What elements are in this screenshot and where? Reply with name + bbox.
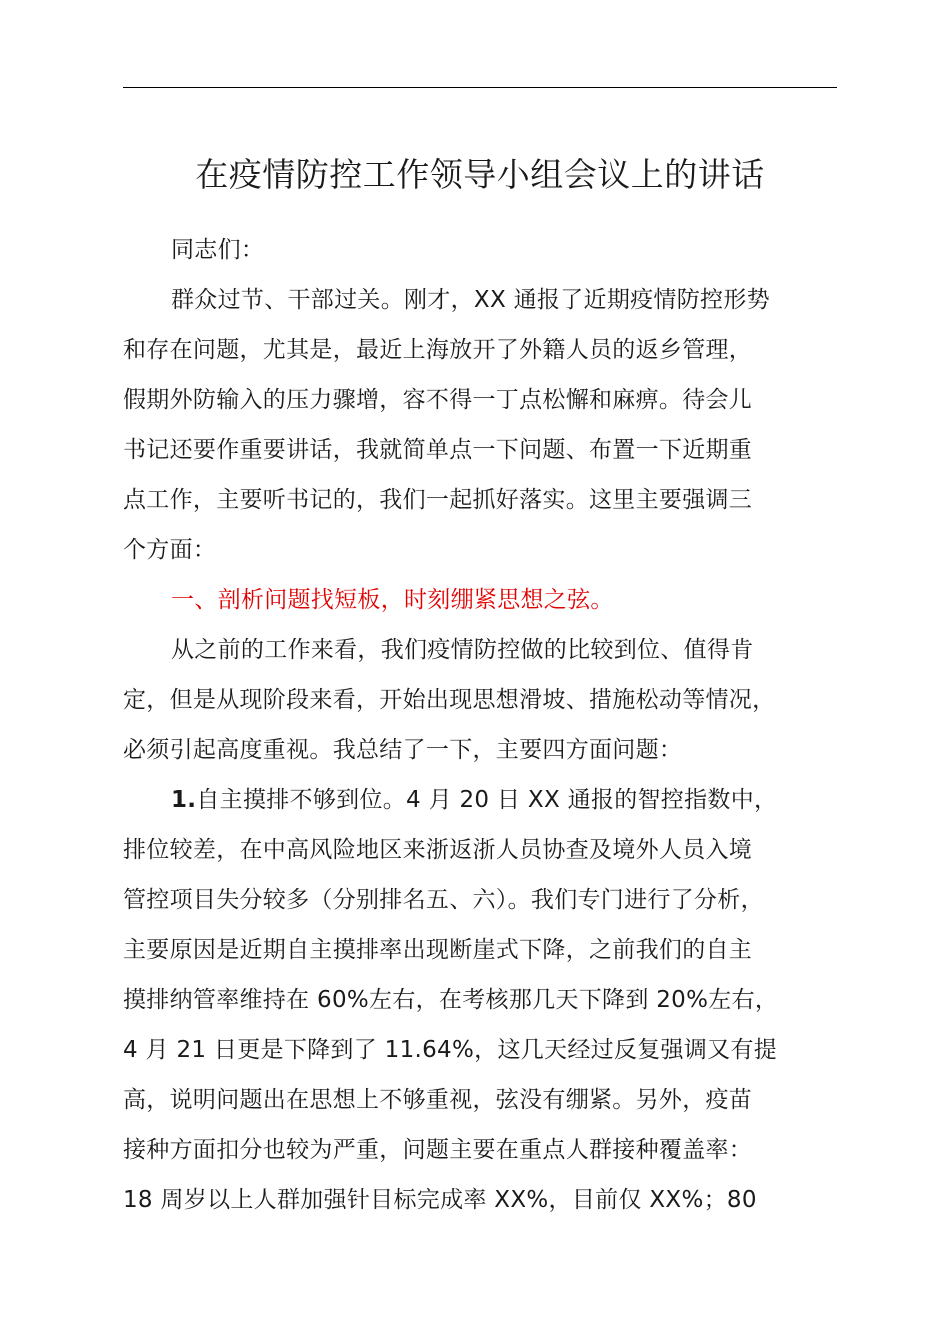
paragraph-line: 4 月 21 日更是下降到了 11.64%，这几天经过反复强调又有提	[123, 1037, 778, 1063]
paragraph-line: 点工作，主要听书记的，我们一起抓好落实。这里主要强调三	[123, 487, 753, 513]
paragraph-line: 和存在问题，尤其是，最近上海放开了外籍人员的返乡管理，	[123, 337, 753, 363]
paragraph-line: 排位较差，在中高风险地区来浙返浙人员协查及境外人员入境	[123, 837, 753, 863]
document-title: 在疫情防控工作领导小组会议上的讲话	[195, 155, 765, 194]
header-rule	[123, 87, 837, 88]
paragraph-line: 管控项目失分较多（分别排名五、六）。我们专门进行了分析，	[123, 887, 764, 913]
point-text: 自主摸排不够到位。4 月 20 日 XX 通报的智控指数中，	[196, 787, 778, 813]
document-body	[123, 225, 837, 1225]
point-line	[123, 775, 837, 825]
paragraph-line: 18 周岁以上人群加强针目标完成率 XX%，目前仅 XX%；80	[123, 1187, 757, 1213]
paragraph-line: 必须引起高度重视。我总结了一下，主要四方面问题：	[123, 737, 683, 763]
section-heading: 一、剖析问题找短板，时刻绷紧思想之弦。	[171, 587, 614, 613]
paragraph-line: 定，但是从现阶段来看，开始出现思想滑坡、措施松动等情况，	[123, 687, 776, 713]
paragraph-line: 个方面：	[123, 537, 217, 563]
paragraph-line: 书记还要作重要讲话，我就简单点一下问题、布置一下近期重	[123, 437, 753, 463]
paragraph-line: 主要原因是近期自主摸排率出现断崖式下降，之前我们的自主	[123, 937, 753, 963]
paragraph-line: 接种方面扣分也较为严重，问题主要在重点人群接种覆盖率：	[123, 1137, 753, 1163]
paragraph-line: 从之前的工作来看，我们疫情防控做的比较到位、值得肯	[171, 637, 754, 663]
paragraph-line: 假期外防输入的压力骤增，容不得一丁点松懈和麻痹。待会儿	[123, 387, 753, 413]
paragraph-line: 摸排纳管率维持在 60%左右，在考核那几天下降到 20%左右，	[123, 987, 779, 1013]
paragraph-line: 高，说明问题出在思想上不够重视，弦没有绷紧。另外，疫苗	[123, 1087, 753, 1113]
paragraph-line: 群众过节、干部过关。刚才，XX 通报了近期疫情防控形势	[171, 287, 770, 313]
salutation: 同志们：	[171, 237, 265, 263]
point-number: 1.	[171, 787, 197, 813]
